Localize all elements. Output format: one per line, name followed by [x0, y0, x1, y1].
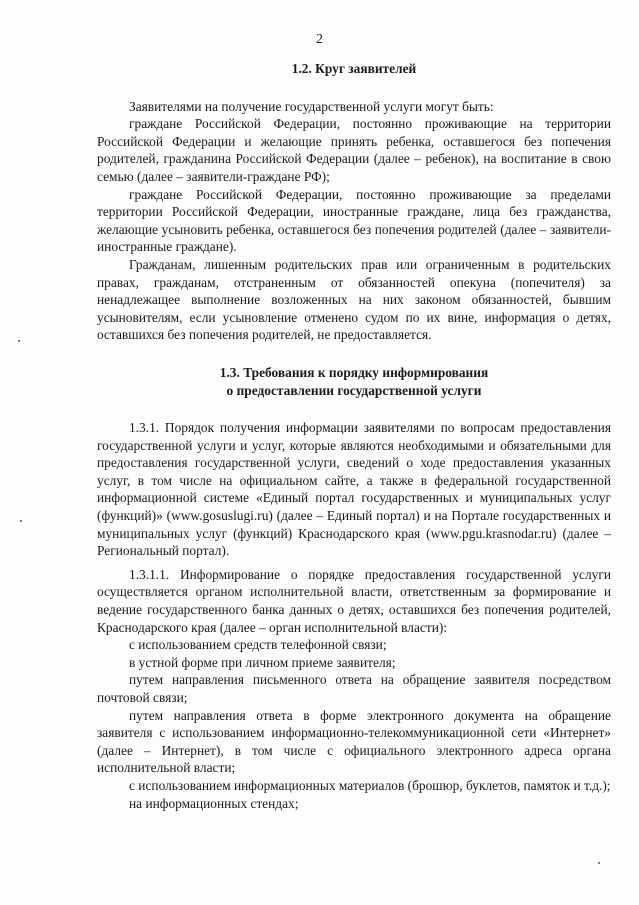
paragraph: граждане Российской Федерации, постоянно проживающие на территории Российской Федерации и желающие принять ребенка, оставшегося без попечения родителей, гражданина Российской Федерации (далее – ребенок), на воспитание в свою семью (далее – заявители-граждане РФ); — [97, 116, 611, 184]
paragraph: 1.3.1. Порядок получения информации заявителями по вопросам предоставления государственной услуги и услуг, которые являются необходимыми и обязательными для предоставления государственной услуги, сведений о ходе предоставления указанных услуг, в том числе на официальном сайте, а также в федеральной государственной информационной системе «Единый портал государственных и муниципальных услуг (функций)» (www.gosuslugi.ru) (далее – Единый портал) и на Портале государственных и муниципальных услуг (функций) Краснодарского края (www.pgu.krasnodar.ru) (далее – Региональный портал). — [97, 420, 611, 559]
list-item: в устной форме при личном приеме заявителя; — [129, 654, 396, 670]
section-heading-1-2: 1.2. Круг заявителей — [291, 61, 417, 76]
list-item: путем направления письменного ответа на обращение заявителя посредством почтовой связи; — [97, 672, 611, 705]
list-item: с использованием информационных материалов (брошюр, буклетов, памяток и т.д.); — [129, 777, 611, 793]
paragraph: Заявителями на получение государственной услуги могут быть: — [129, 98, 494, 114]
scan-speck — [598, 862, 600, 864]
paragraph: граждане Российской Федерации, постоянно проживающие за пределами территории Российской Федерации, иностранные граждане, лица без гражданства, желающие усыновить ребенка, оставшегося без попечения родителей (далее – заявители-иностранные граждане). — [97, 186, 611, 255]
scan-speck — [20, 520, 22, 522]
paragraph: 1.3.1.1. Информирование о порядке предоставления государственной услуги осуществляется органом исполнительной власти, ответственным за формирование и ведение государственного банка данных о детях, оставшихся без попечения родителей, Краснодарского края (далее – орган исполнительной власти): — [97, 566, 611, 635]
list-item: путем направления ответа в форме электронного документа на обращение заявителя с использованием информационно-телекоммуникационной сети «Интернет» (далее – Интернет), в том числе с официального электронного адреса органа исполнительной власти; — [97, 707, 611, 776]
document-body — [97, 60, 611, 812]
list-item: с использованием средств телефонной связи; — [129, 637, 387, 653]
section-heading-1-3-line1: 1.3. Требования к порядку информирования — [219, 364, 489, 380]
section-heading-1-3-line2: о предоставлении государственной услуги — [226, 382, 482, 398]
list-item: на информационных стендах; — [129, 795, 299, 811]
scan-speck — [18, 340, 20, 342]
page-number: 2 — [316, 32, 323, 47]
paragraph: Гражданам, лишенным родительских прав или ограниченным в родительских правах, гражданам, отстраненным от обязанностей опекуна (попечителя) за ненадлежащее выполнение возложенных на них законом обязанностей, бывшим усыновителям, если усыновление отменено судом по их вине, информация о детях, оставшихся без попечения родителей, не предоставляется. — [97, 256, 611, 343]
